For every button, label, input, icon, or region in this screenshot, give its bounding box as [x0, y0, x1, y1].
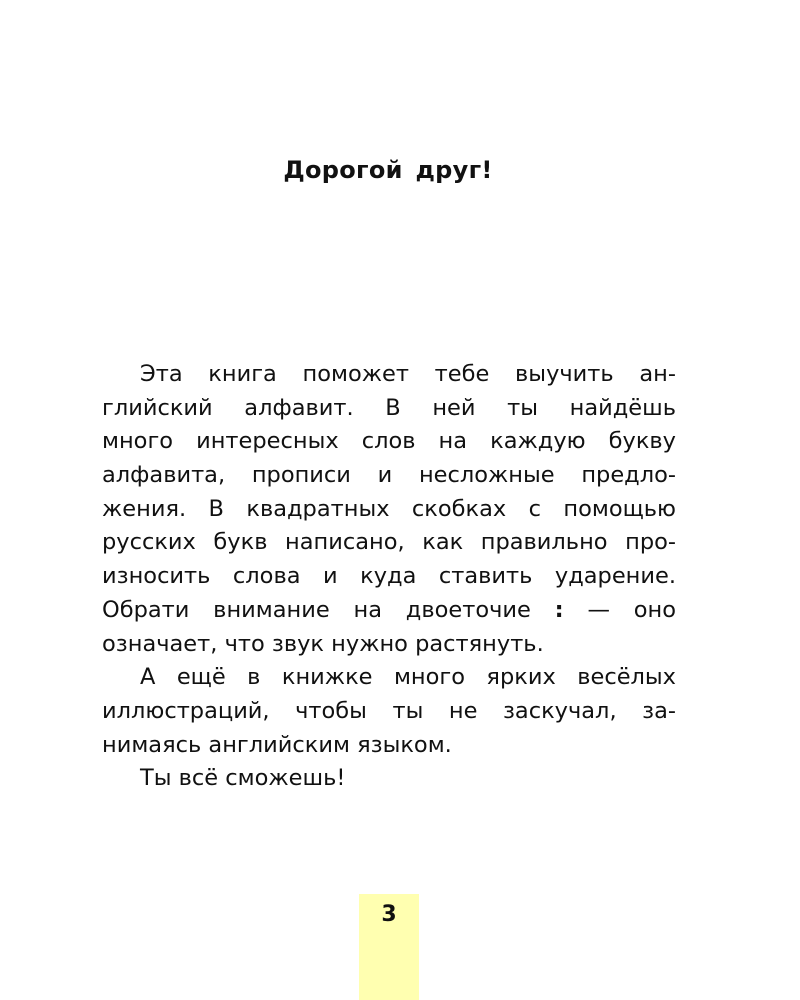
page-number-box	[359, 894, 419, 1000]
colon-line-after: — оно	[563, 596, 676, 623]
colon-mark: :	[554, 596, 564, 623]
page-title: Дорогой друг!	[283, 156, 493, 184]
text-line: жения. В квадратных скобках с помощью	[102, 495, 676, 522]
text-line: Эта книга поможет тебе выучить ан-	[140, 361, 676, 387]
text-line: нимаясь английским языком.	[102, 731, 452, 758]
text-line: алфавита, прописи и несложные предло-	[102, 462, 676, 489]
text-line: глийский алфавит. В ней ты найдёшь	[102, 394, 676, 421]
text-line: А ещё в книжке много ярких весёлых	[140, 664, 676, 691]
text-line: иллюстраций, чтобы ты не заскучал, за-	[102, 697, 676, 724]
page-number: 3	[381, 902, 397, 927]
text-line: много интересных слов на каждую букву	[102, 428, 676, 455]
text-line: износить слова и куда ставить ударение.	[102, 563, 676, 590]
body-text	[102, 358, 676, 796]
text-line: русских букв написано, как правильно про-	[102, 529, 676, 556]
text-line: означает, что звук нужно растянуть.	[102, 630, 544, 657]
text-line: Ты всё сможешь!	[140, 765, 346, 792]
colon-line-before: Обрати внимание на двоеточие	[102, 596, 555, 623]
colon-text-line	[102, 594, 676, 628]
